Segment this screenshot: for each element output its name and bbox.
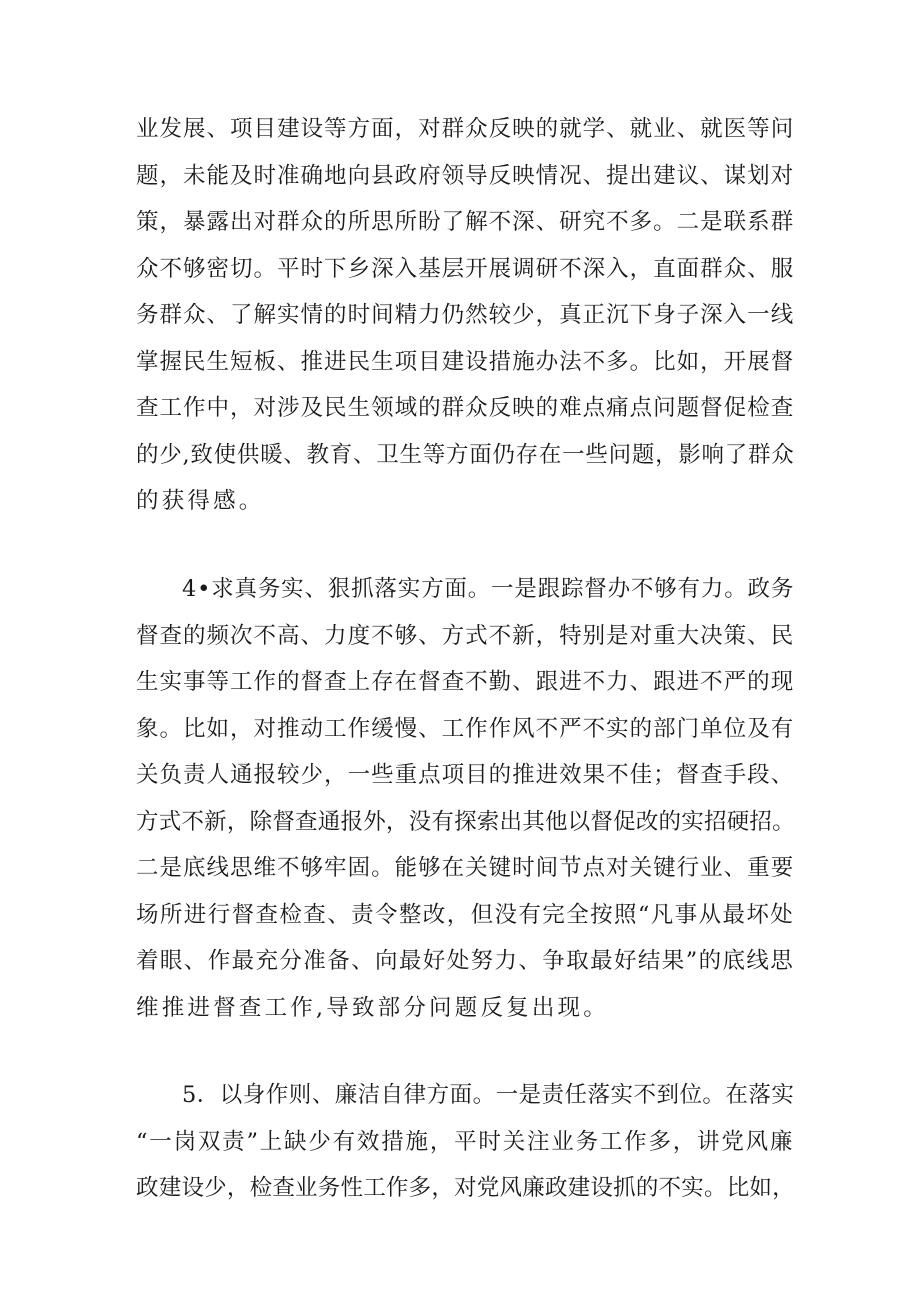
text-line: 象。比如，对推动工作缓慢、工作作风不严不实的部门单位及有 [136, 715, 795, 742]
text-line: 的获得感。 [136, 488, 265, 514]
text-line: 政建设少，检查业务性工作多，对党风廉政建设抓的不实。比如， [136, 1175, 795, 1201]
text-line: 的少,致使供暖、教育、卫生等方面仍存在一些问题，影响了群众 [136, 441, 795, 468]
paragraph-section-4 [136, 566, 796, 1031]
text-line: “一岗双责”上缺少有效措施，平时关注业务工作多，讲党风廉 [136, 1128, 795, 1155]
text-line: 生实事等工作的督查上存在督查不勤、跟进不力、跟进不严的现 [136, 669, 795, 695]
text-line: 众不够密切。平时下乡深入基层开展调研不深入，直面群众、服 [136, 255, 795, 282]
text-line: 督查的频次不高、力度不够、方式不新，特别是对重大决策、民 [136, 622, 795, 649]
text-line: 业发展、项目建设等方面，对群众反映的就学、就业、就医等问 [136, 116, 795, 142]
text-line: 二是底线思维不够牢固。能够在关键时间节点对关键行业、重要 [136, 855, 795, 881]
paragraph-people-livelihood [136, 106, 796, 525]
text-line: 查工作中，对涉及民生领域的群众反映的难点痛点问题督促检查 [136, 395, 795, 421]
text-line: 掌握民生短板、推进民生项目建设措施办法不多。比如，开展督 [136, 348, 795, 375]
text-line: 场所进行督查检查、责令整改，但没有完全按照“凡事从最坏处 [136, 901, 795, 928]
paragraph-section-5 [136, 1072, 796, 1212]
text-line: 4•求真务实、狠抓落实方面。一是跟踪督办不够有力。政务 [182, 576, 795, 602]
text-line: 着眼、作最充分准备、向最好处努力、争取最好结果”的底线思 [136, 948, 795, 974]
text-line: 5．以身作则、廉洁自律方面。一是责任落实不到位。在落实 [182, 1082, 795, 1108]
text-line: 题，未能及时准确地向县政府领导反映情况、提出建议、谋划对 [136, 162, 795, 189]
text-line: 关负责人通报较少，一些重点项目的推进效果不佳；督查手段、 [136, 762, 795, 788]
text-line: 方式不新，除督查通报外，没有探索出其他以督促改的实招硬招。 [136, 808, 795, 835]
text-line: 策，暴露出对群众的所思所盼了解不深、研究不多。二是联系群 [136, 209, 795, 235]
text-line: 维推进督查工作,导致部分问题反复出现。 [136, 994, 609, 1021]
text-line: 务群众、了解实情的时间精力仍然较少，真正沉下身子深入一线 [136, 302, 795, 328]
